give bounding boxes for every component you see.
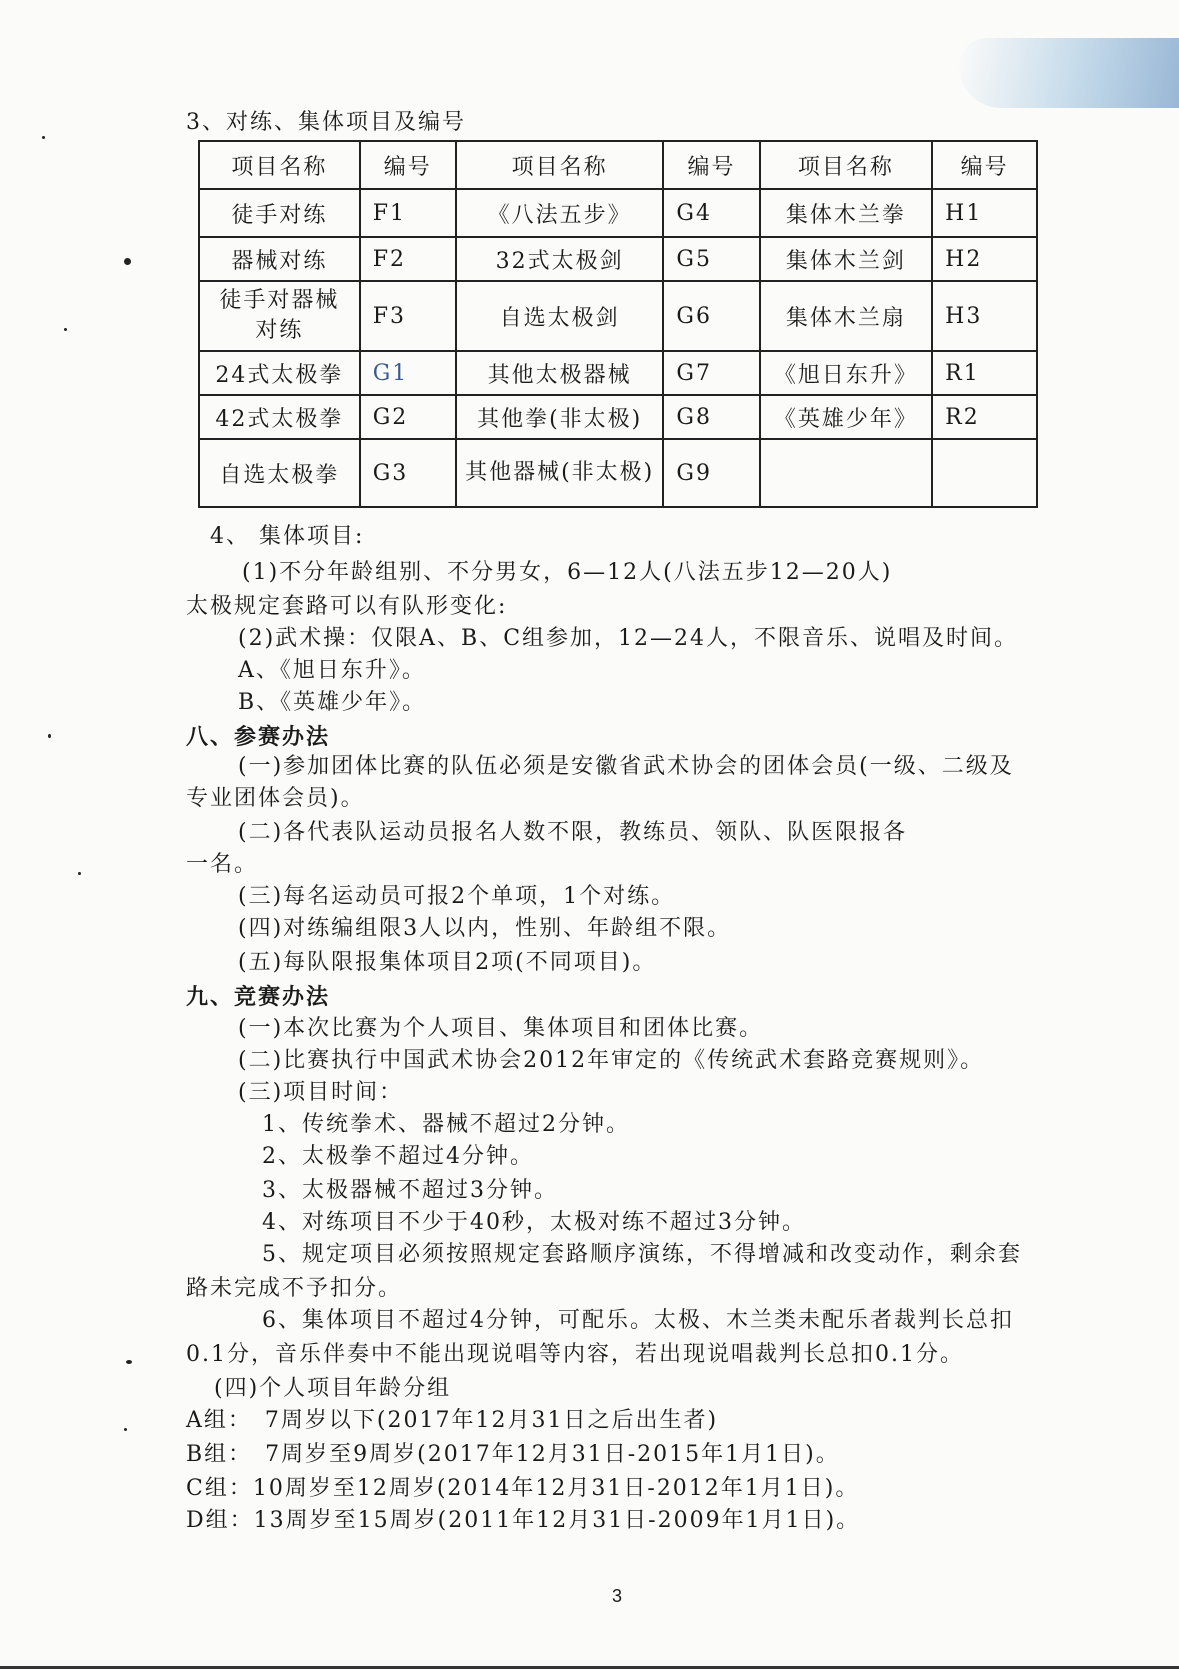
table-row — [199, 189, 1037, 237]
table-cell: 《八法五步》 — [456, 189, 664, 237]
table-cell: F3 — [360, 281, 456, 351]
scan-speck — [64, 328, 67, 331]
table-row — [199, 237, 1037, 281]
paragraph-line: D组：13周岁至15周岁(2011年12月31日-2009年1月1日)。 — [186, 1508, 861, 1533]
paragraph-line: 2、太极拳不超过4分钟。 — [262, 1144, 534, 1169]
table-cell: 集体木兰剑 — [760, 237, 933, 281]
paragraph-line: (三)每名运动员可报2个单项，1个对练。 — [238, 884, 676, 909]
table-row — [199, 395, 1037, 439]
table-cell: H1 — [932, 189, 1037, 237]
table-header-cell: 项目名称 — [199, 141, 360, 189]
paragraph-line: (一)本次比赛为个人项目、集体项目和团体比赛。 — [238, 1016, 764, 1041]
table-header-cell: 项目名称 — [456, 141, 664, 189]
section-3-title: 3、对练、集体项目及编号 — [186, 110, 466, 135]
section-heading: 八、参赛办法 — [186, 724, 331, 750]
paragraph-line: 太极规定套路可以有队形变化: — [186, 594, 508, 619]
table-cell: 徒手对练 — [199, 189, 360, 237]
paragraph-line: 4、对练项目不少于40秒，太极对练不超过3分钟。 — [262, 1210, 806, 1235]
table-cell: 42式太极拳 — [199, 395, 360, 439]
paragraph-line: A组： 7周岁以下(2017年12月31日之后出生者) — [186, 1408, 719, 1433]
paragraph-line: B、《英雄少年》。 — [238, 690, 427, 715]
paragraph-line: 专业团体会员)。 — [186, 786, 365, 811]
paragraph-line: (三)项目时间： — [238, 1080, 404, 1105]
table-row — [199, 439, 1037, 507]
table-header-row — [199, 141, 1037, 189]
table-cell: G1 — [360, 351, 456, 395]
table-cell: G5 — [663, 237, 759, 281]
table-cell: 徒手对器械对练 — [199, 281, 360, 351]
table-cell: G7 — [663, 351, 759, 395]
paragraph-line: (二)各代表队运动员报名人数不限，教练员、领队、队医限报各 — [238, 820, 908, 845]
table-cell: F1 — [360, 189, 456, 237]
paragraph-line: 3、太极器械不超过3分钟。 — [262, 1178, 558, 1203]
scan-speck — [124, 258, 131, 265]
paragraph-line: A、《旭日东升》。 — [238, 658, 426, 683]
table-cell: 其他拳(非太极) — [456, 395, 664, 439]
paragraph-line: (一)参加团体比赛的队伍必须是安徽省武术协会的团体会员(一级、二级及 — [238, 754, 1014, 779]
section-4-title: 4、 集体项目: — [210, 524, 365, 549]
table-cell: 自选太极拳 — [199, 439, 360, 507]
table-cell: H3 — [932, 281, 1037, 351]
paragraph-line: 0.1分，音乐伴奏中不能出现说唱等内容，若出现说唱裁判长总扣0.1分。 — [186, 1342, 964, 1367]
table-cell: G9 — [663, 439, 759, 507]
table-cell — [760, 439, 933, 507]
table-cell: 32式太极剑 — [456, 237, 664, 281]
section-heading: 九、竞赛办法 — [186, 984, 331, 1010]
table-cell: G6 — [663, 281, 759, 351]
table-cell: 其他器械(非太极) — [456, 439, 664, 507]
table-row — [199, 351, 1037, 395]
paragraph-line: 路未完成不予扣分。 — [186, 1276, 403, 1301]
page-number: 3 — [612, 1586, 623, 1606]
table-cell: 集体木兰扇 — [760, 281, 933, 351]
scan-speck — [42, 136, 45, 139]
scan-speck — [48, 734, 51, 738]
paragraph-line: 6、集体项目不超过4分钟，可配乐。太极、木兰类未配乐者裁判长总扣 — [262, 1308, 1014, 1333]
table-cell: R1 — [932, 351, 1037, 395]
table-cell: R2 — [932, 395, 1037, 439]
paragraph-line: (2)武术操：仅限A、B、C组参加，12—24人，不限音乐、说唱及时间。 — [238, 626, 1019, 651]
table-header-cell: 项目名称 — [760, 141, 933, 189]
table-cell — [932, 439, 1037, 507]
paragraph-line: 一名。 — [186, 852, 259, 877]
table-cell: 集体木兰拳 — [760, 189, 933, 237]
table-cell: G2 — [360, 395, 456, 439]
table-header-cell: 编号 — [360, 141, 456, 189]
table-header-cell: 编号 — [663, 141, 759, 189]
paragraph-line: 5、规定项目必须按照规定套路顺序演练，不得增减和改变动作，剩余套 — [262, 1242, 1022, 1267]
table-cell: G8 — [663, 395, 759, 439]
scan-speck — [126, 1360, 132, 1364]
paragraph-line: (五)每队限报集体项目2项(不同项目)。 — [238, 950, 657, 975]
paragraph-line: B组： 7周岁至9周岁(2017年12月31日-2015年1月1日)。 — [186, 1442, 840, 1467]
paragraph-line: (二)比赛执行中国武术协会2012年审定的《传统武术套路竞赛规则》。 — [238, 1048, 985, 1073]
paragraph-line: (1)不分年龄组别、不分男女，6—12人(八法五步12—20人) — [242, 560, 893, 585]
scan-speck — [78, 872, 81, 875]
table-cell: 《旭日东升》 — [760, 351, 933, 395]
table-cell: G3 — [360, 439, 456, 507]
paragraph-line: (四)个人项目年龄分组 — [214, 1376, 452, 1401]
scan-shadow — [959, 38, 1179, 108]
scan-speck — [124, 1428, 127, 1431]
table-cell: 自选太极剑 — [456, 281, 664, 351]
table-cell: 《英雄少年》 — [760, 395, 933, 439]
table-cell: G4 — [663, 189, 759, 237]
paragraph-line: C组：10周岁至12周岁(2014年12月31日-2012年1月1日)。 — [186, 1476, 860, 1501]
table-cell: F2 — [360, 237, 456, 281]
events-table — [198, 140, 1038, 508]
paragraph-line: (四)对练编组限3人以内，性别、年龄组不限。 — [238, 916, 732, 941]
table-cell: 24式太极拳 — [199, 351, 360, 395]
paragraph-line: 1、传统拳术、器械不超过2分钟。 — [262, 1112, 630, 1137]
table-cell: 器械对练 — [199, 237, 360, 281]
table-cell: 其他太极器械 — [456, 351, 664, 395]
table-row — [199, 281, 1037, 351]
table-cell: H2 — [932, 237, 1037, 281]
table-header-cell: 编号 — [932, 141, 1037, 189]
